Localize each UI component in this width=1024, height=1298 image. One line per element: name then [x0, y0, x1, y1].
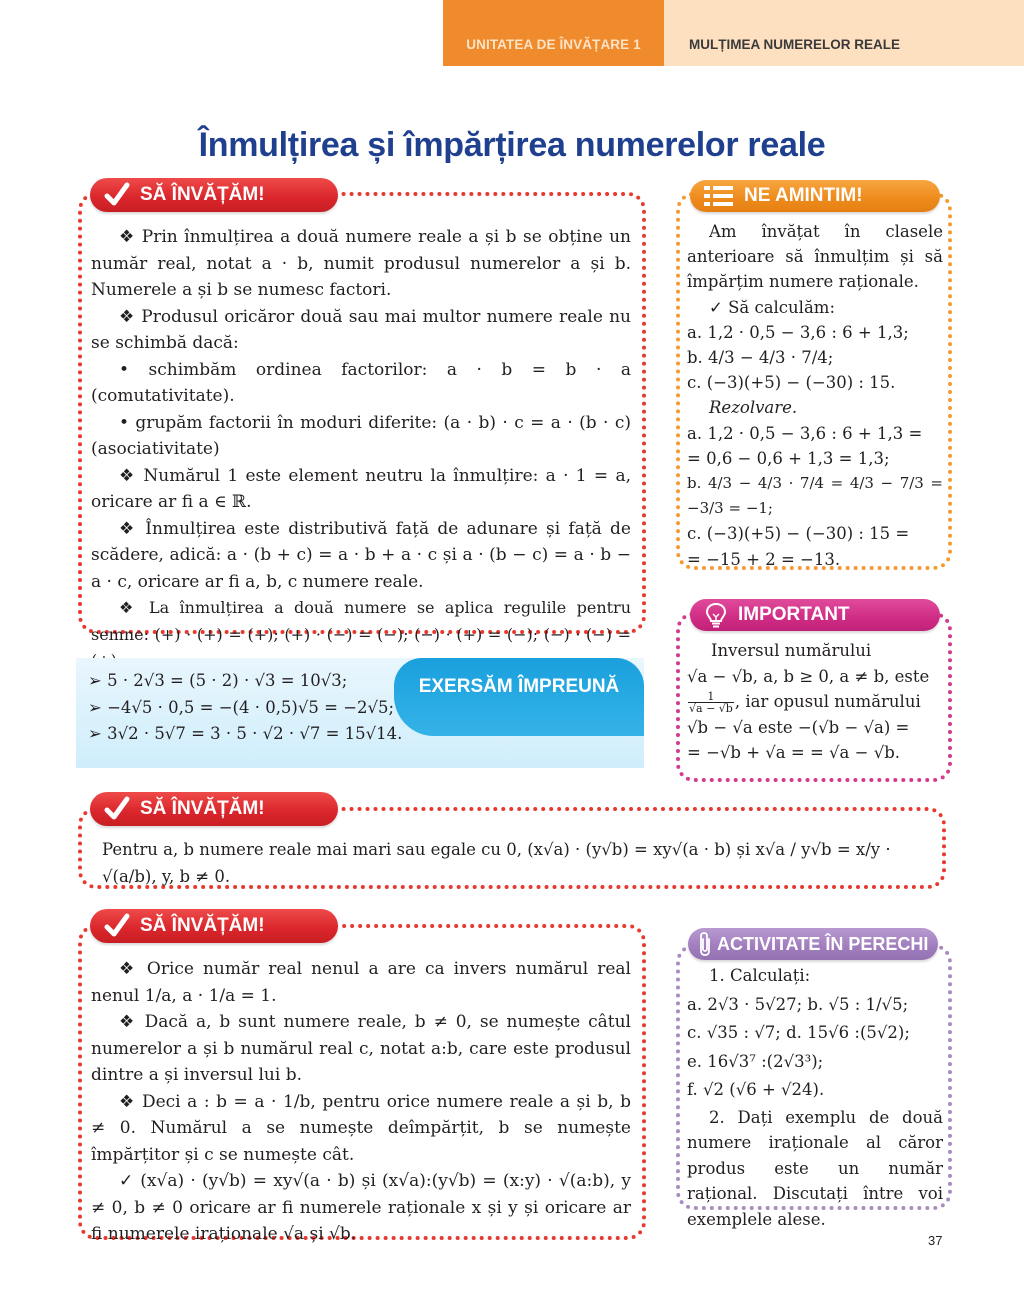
page-number: 37	[928, 1233, 943, 1248]
fraction: $\frac{1}{√a - √b}$	[689, 690, 733, 715]
remember-intro: Am învățat în clasele anterioare să înmulțim și să împărțim numere raționale.	[687, 222, 943, 292]
exercise-line: ➢ 3√2 · 5√7 = 3 · 5 · √2 · √7 = 15√14.	[88, 724, 403, 743]
learn-content-2: Pentru a, b numere reale mai mari sau egale cu 0, (x√a) · (y√b) = xy√(a · b) și x√a / y√b = x/y · √(a/b), y, b ≠ 0.	[102, 840, 891, 886]
pairs-item: a. 2√3 · 5√27; b. √5 : 1/√5;	[687, 994, 909, 1014]
chapter-header	[443, 0, 1024, 66]
learn-bullet: • grupăm factorii în moduri diferite: (a · b) · c = a · (b · c) (asociativitate)	[91, 412, 631, 459]
exercise-line: ➢ 5 · 2√3 = (5 · 2) · √3 = 10√3;	[88, 671, 348, 690]
important-line: $\frac{1}{√a - √b}$ , iar opusul numărului	[689, 690, 921, 715]
learn-header-label: SĂ ÎNVĂȚĂM!	[140, 798, 265, 819]
remember-solution-label: Rezolvare.	[709, 398, 798, 418]
remember-task: b. 4/3 − 4/3 · 7/4;	[687, 348, 834, 368]
pairs-item: c. √35 : √7; d. 15√6 :(5√2);	[687, 1023, 910, 1042]
remember-header-label: NE AMINTIM!	[744, 185, 863, 206]
paperclip-icon	[696, 931, 714, 957]
learn-content-1	[91, 224, 631, 675]
learn-header-label: SĂ ÎNVĂȚĂM!	[140, 184, 265, 205]
remember-task: c. (−3)(+5) − (−30) : 15.	[687, 373, 896, 393]
learn-header-label: SĂ ÎNVĂȚĂM!	[140, 915, 265, 936]
pairs-header-label: ACTIVITATE ÎN PERECHI	[717, 933, 929, 954]
remember-content	[687, 219, 943, 572]
pairs-header	[688, 928, 938, 960]
exercise-label: EXERSĂM ÎMPREUNĂ	[418, 676, 620, 697]
remember-solution: c. (−3)(+5) − (−30) : 15 =	[687, 524, 910, 544]
exercise-lines	[88, 668, 402, 748]
checkmark-icon	[104, 182, 130, 208]
remember-solution: = 0,6 − 0,6 + 1,3 = 1,3;	[687, 448, 890, 468]
pairs-item: e. 16√3⁷ :(2√3³);	[687, 1051, 824, 1071]
learn-paragraph: ❖ Dacă a, b sunt numere reale, b ≠ 0, se numește câtul numerelor a și b numărul real c, notat a:b, care este produsul dintre a și inversul lui b.	[91, 1012, 631, 1085]
learn-paragraph: ❖ Deci a : b = a · 1/b, pentru orice numere reale a și b, b ≠ 0. Numărul a se numește deîmpărțit, b se numește împărțitor și c se numește cât.	[91, 1091, 631, 1165]
important-line: √b − √a este −(√b − √a) =	[687, 717, 910, 737]
checkmark-icon	[104, 796, 130, 822]
important-content	[687, 638, 943, 766]
learn-paragraph: ✓ (x√a) · (y√b) = xy√(a · b) și (x√a):(y√b) = (x:y) · √(a:b), y ≠ 0, b ≠ 0 oricare ar fi numerele raționale x și y și oricare ar fi numerele iraționale √a și √b.	[91, 1171, 631, 1244]
learn-content-3	[91, 956, 631, 1248]
remember-header	[690, 180, 940, 212]
remember-calc-label: ✓ Să calculăm:	[709, 297, 835, 317]
learn-paragraph: ❖ Prin înmulțirea a două numere reale a și b se obține un număr real, notat a · b, numit produsul numerelor a și b. Numerele a și b se numesc factori.	[91, 227, 631, 300]
checkmark-icon	[104, 913, 130, 939]
important-line: Inversul numărului	[711, 641, 872, 660]
lightbulb-icon	[704, 602, 728, 628]
learn-header-1	[90, 178, 338, 212]
pairs-content	[687, 962, 943, 1232]
important-line: = −√b + √a = = √a − √b.	[687, 743, 901, 762]
chapter-title: MULȚIMEA NUMERELOR REALE	[664, 0, 1024, 66]
learn-paragraph: ❖ Orice număr real nenul a are ca invers numărul real nenul 1/a, a · 1/a = 1.	[91, 959, 631, 1006]
pairs-task-1: 1. Calculați:	[709, 966, 811, 985]
list-icon	[704, 185, 734, 207]
exercise-line: ➢ −4√5 · 0,5 = −(4 · 0,5)√5 = −2√5;	[88, 697, 395, 717]
learn-paragraph: ❖ Produsul oricăror două sau mai multor numere reale nu se schimbă dacă:	[91, 306, 631, 353]
important-line: √a − √b, a, b ≥ 0, a ≠ b, este	[687, 666, 930, 686]
learn-bullet: • schimbăm ordinea factorilor: a · b = b · a (comutativitate).	[91, 359, 631, 406]
important-header-label: IMPORTANT	[738, 604, 850, 625]
remember-task: a. 1,2 · 0,5 − 3,6 : 6 + 1,3;	[687, 322, 909, 342]
learn-header-2	[90, 792, 338, 826]
unit-label: UNITATEA DE ÎNVĂȚARE 1	[443, 0, 664, 66]
learn-paragraph: ❖ Înmulțirea este distributivă față de adunare și față de scădere, adică: a · (b + c) = a · b + a · c și a · (b − c) = a · b − a · c, oricare ar fi a, b, c numere reale.	[91, 518, 631, 592]
remember-solution: a. 1,2 · 0,5 − 3,6 : 6 + 1,3 =	[687, 423, 923, 443]
pairs-item: f. √2 (√6 + √24).	[687, 1080, 825, 1099]
remember-solution: = −15 + 2 = −13.	[687, 549, 841, 569]
learn-paragraph: ❖ La înmulțirea a două numere se aplica regulile pentru semne: (+) · (+) = (+); (+) · (−) = (−); (−) · (+) = (−); (−) · (−) =	[91, 598, 631, 644]
remember-solution: b. 4/3 − 4/3 · 7/4 = 4/3 − 7/3 = −3/3 = −1;	[687, 474, 943, 518]
important-header	[690, 599, 940, 631]
learn-header-3	[90, 909, 338, 943]
learn-paragraph: ❖ Numărul 1 este element neutru la înmulțire: a · 1 = a, oricare ar fi a ∈ ℝ.	[91, 465, 631, 512]
pairs-task-2: 2. Dați exemplu de două numere iraționale al căror produs este un număr rațional. Discutați între voi exemplele alese.	[687, 1107, 943, 1229]
page-title: Înmulțirea și împărțirea numerelor reale	[198, 126, 826, 164]
